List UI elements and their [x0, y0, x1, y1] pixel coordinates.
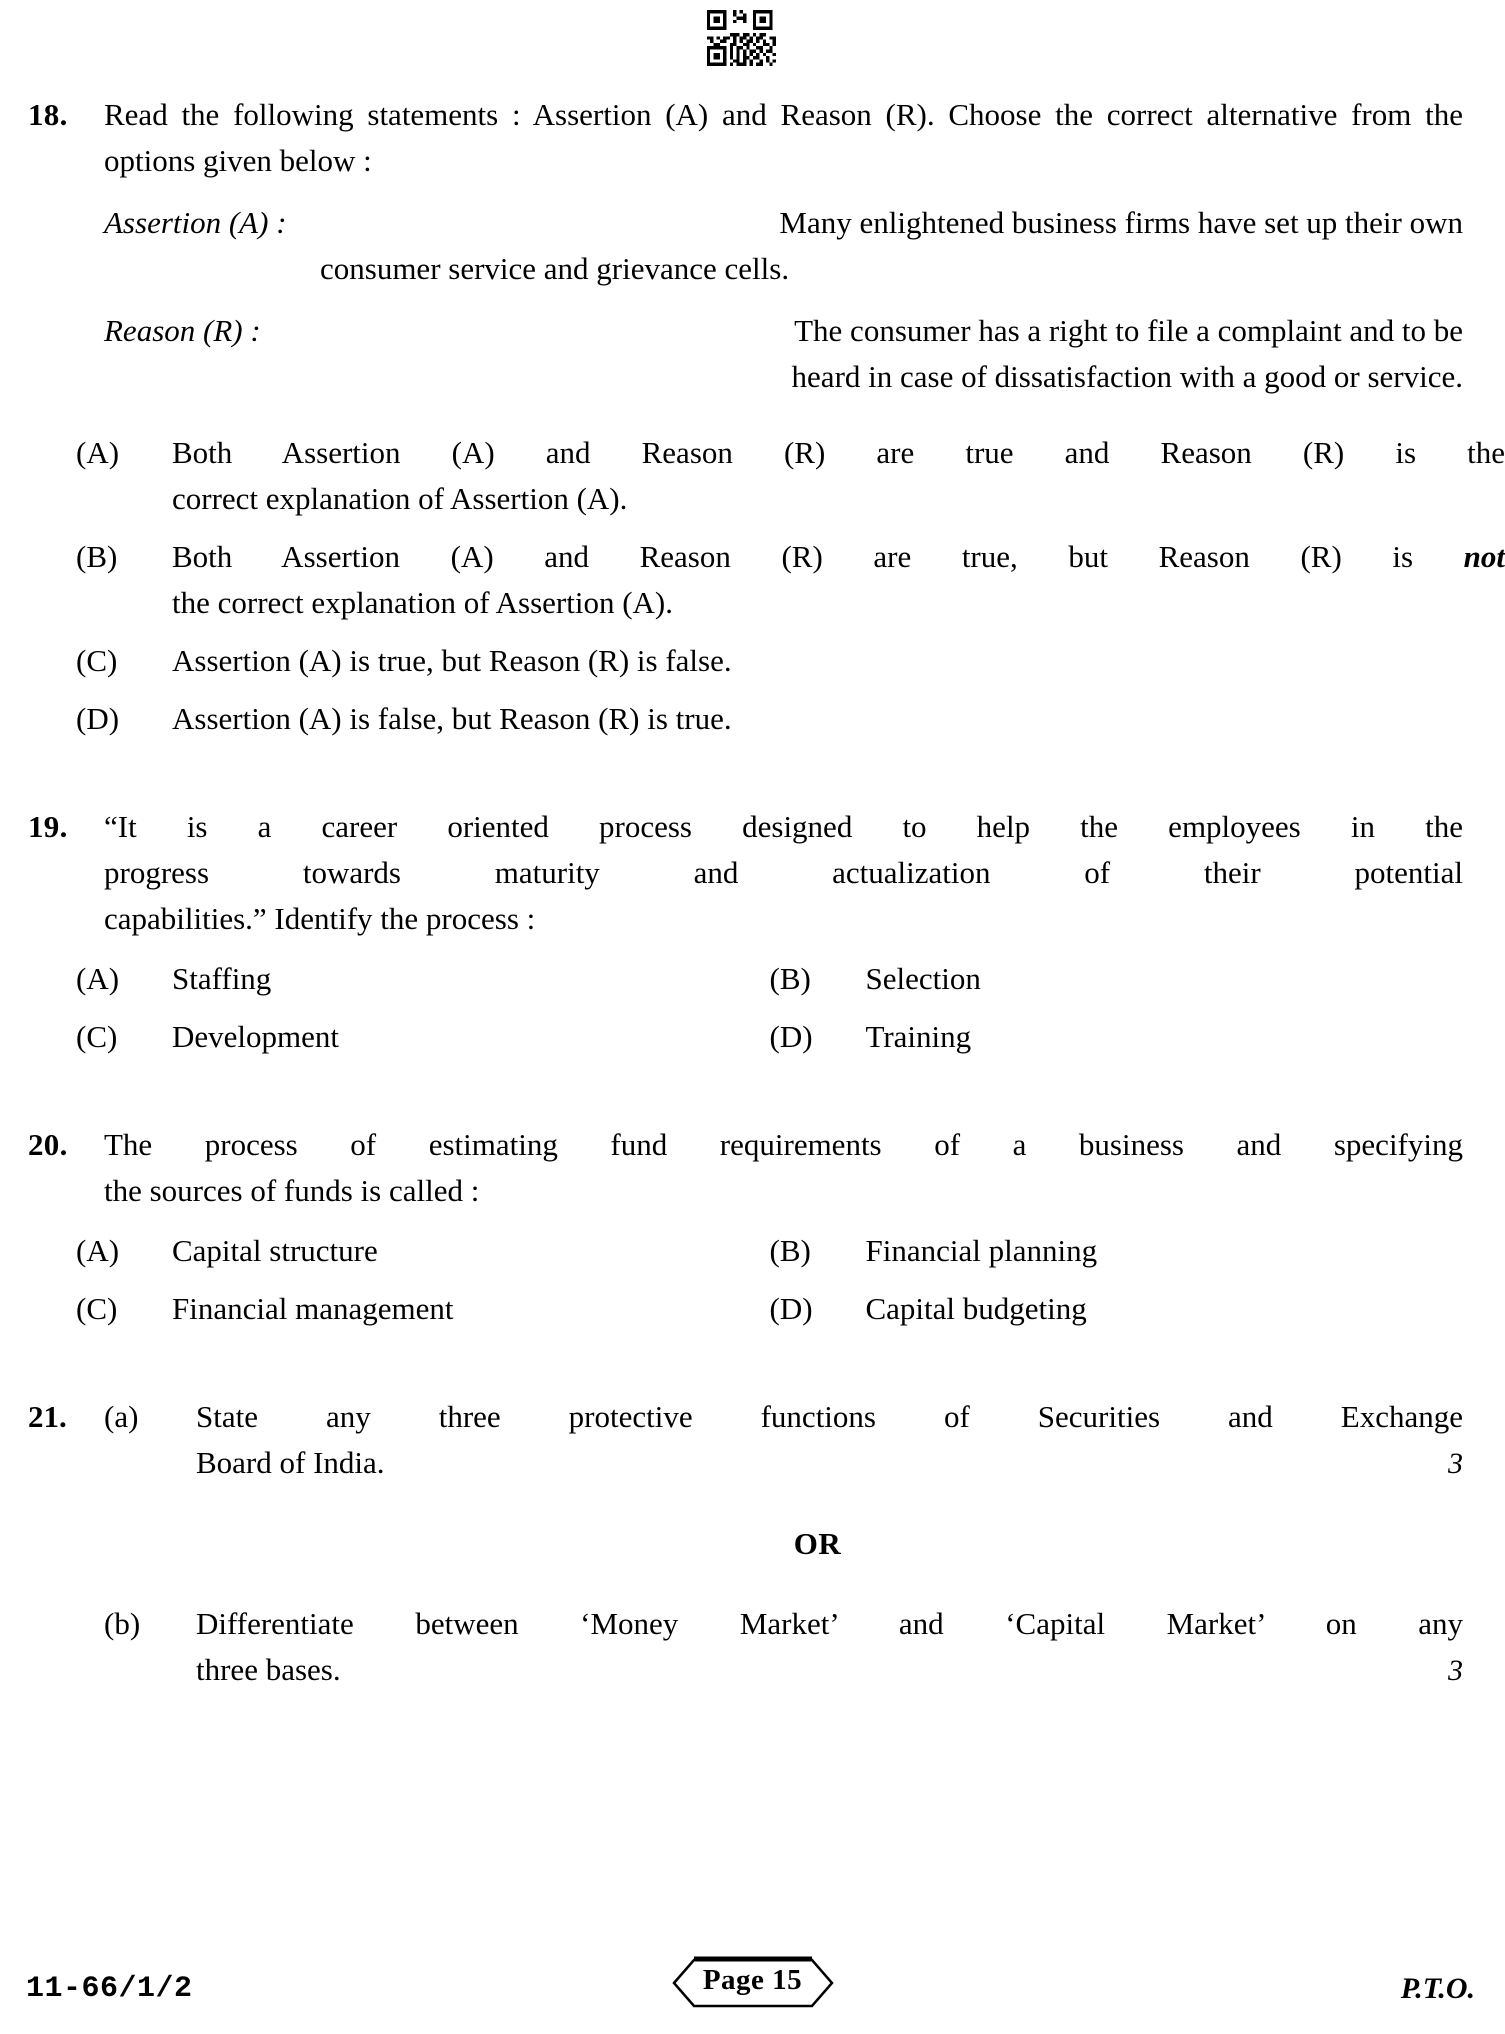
subpart-line-1: Differentiate between ‘Money Market’ and ‘Capital Market’ on any	[196, 1606, 1463, 1641]
reason-line-1: The consumer has a right to file a complaint and to be	[794, 313, 1463, 348]
subpart-key: (a)	[104, 1399, 139, 1434]
question-stem-line-1: “It is a career oriented process designed to help the employees in the	[104, 809, 1463, 844]
option-key: (B)	[769, 1233, 811, 1268]
question-21-part-b	[0, 1601, 1505, 1694]
option-20-b[interactable]	[770, 1228, 1464, 1274]
option-line-1: Assertion (A) is false, but Reason (R) is true.	[172, 701, 732, 736]
option-20-a[interactable]	[76, 1228, 770, 1274]
pto-label: P.T.O.	[1400, 1972, 1475, 2005]
question-number: 19.	[28, 809, 68, 844]
option-18-d[interactable]	[0, 696, 1505, 742]
option-key: (C)	[76, 1019, 118, 1054]
assertion-label: Assertion (A) :	[104, 205, 287, 240]
option-label: Development	[172, 1019, 340, 1054]
option-line-1: Both Assertion (A) and Reason (R) are true and Reason (R) is the	[172, 435, 1505, 470]
options-19	[0, 956, 1505, 1060]
assertion-line-1: Many enlightened business firms have set up their own	[779, 205, 1463, 240]
page-number-badge	[628, 1950, 878, 2016]
option-label: Staffing	[172, 961, 272, 996]
question-stem-line-2: the sources of funds is called :	[104, 1173, 480, 1208]
option-key: (C)	[76, 1291, 118, 1326]
option-line-1: Assertion (A) is true, but Reason (R) is false.	[172, 643, 732, 678]
option-text-normal: Both Assertion (A) and Reason (R) are true, but Reason (R) is	[172, 539, 1464, 574]
subpart-line-2: three bases.	[196, 1652, 341, 1687]
option-19-b[interactable]	[770, 956, 1464, 1002]
option-key: (D)	[769, 1019, 813, 1054]
option-label: Selection	[865, 961, 981, 996]
question-18	[0, 92, 1505, 400]
assertion-block	[104, 200, 1463, 292]
option-key: (A)	[76, 1233, 120, 1268]
option-line-1	[172, 534, 1505, 580]
question-stem-line-3: capabilities.” Identify the process :	[104, 901, 536, 936]
option-text-emphasis: not	[1463, 539, 1505, 574]
option-18-c[interactable]	[0, 638, 1505, 684]
option-label: Financial management	[172, 1291, 454, 1326]
reason-label: Reason (R) :	[104, 313, 261, 348]
or-separator: OR	[793, 1526, 842, 1561]
option-19-d[interactable]	[770, 1014, 1464, 1060]
paper-code: 11-66/1/2	[26, 1972, 193, 2006]
option-label: Training	[865, 1019, 972, 1054]
option-label: Capital budgeting	[865, 1291, 1087, 1326]
question-number: 21.	[28, 1399, 67, 1434]
option-label: Financial planning	[865, 1233, 1098, 1268]
options-20	[0, 1228, 1505, 1332]
reason-block	[104, 308, 1463, 400]
option-line-2: correct explanation of Assertion (A).	[172, 481, 628, 516]
question-stem: Read the following statements : Assertion (A) and Reason (R). Choose the correct alternative from the options given below :	[104, 97, 1463, 178]
option-18-a[interactable]	[0, 430, 1505, 522]
marks-value: 3	[1448, 1447, 1463, 1480]
option-label: Capital structure	[172, 1233, 378, 1268]
option-20-d[interactable]	[770, 1286, 1464, 1332]
option-19-a[interactable]	[76, 956, 770, 1002]
question-stem-line-1: The process of estimating fund requirements of a business and specifying	[104, 1127, 1463, 1162]
option-key: (B)	[76, 539, 118, 574]
option-key: (D)	[76, 701, 120, 736]
question-stem-line-2: progress towards maturity and actualization of their potential	[104, 855, 1463, 890]
option-key: (D)	[769, 1291, 813, 1326]
option-key: (A)	[76, 961, 120, 996]
subpart-key: (b)	[104, 1606, 141, 1641]
option-key: (B)	[769, 961, 811, 996]
option-18-b[interactable]	[0, 534, 1505, 626]
page-number-label: Page 15	[702, 1964, 803, 1996]
option-line-2: the correct explanation of Assertion (A).	[172, 585, 673, 620]
subpart-line-1: State any three protective functions of Securities and Exchange	[196, 1399, 1463, 1434]
option-20-c[interactable]	[76, 1286, 770, 1332]
question-number: 20.	[28, 1127, 68, 1162]
question-number: 18.	[28, 97, 68, 132]
reason-line-2: heard in case of dissatisfaction with a good or service.	[791, 359, 1463, 394]
subpart-line-2: Board of India.	[196, 1445, 385, 1480]
qr-code-icon	[706, 10, 780, 66]
question-19	[0, 804, 1505, 942]
question-21-part-a	[0, 1394, 1505, 1487]
question-content	[0, 92, 1505, 1694]
marks-value: 3	[1448, 1654, 1463, 1687]
question-20	[0, 1122, 1505, 1214]
page-footer	[0, 1942, 1505, 2012]
option-key: (A)	[76, 435, 120, 470]
option-19-c[interactable]	[76, 1014, 770, 1060]
option-key: (C)	[76, 643, 118, 678]
assertion-line-2: consumer service and grievance cells.	[320, 251, 790, 286]
